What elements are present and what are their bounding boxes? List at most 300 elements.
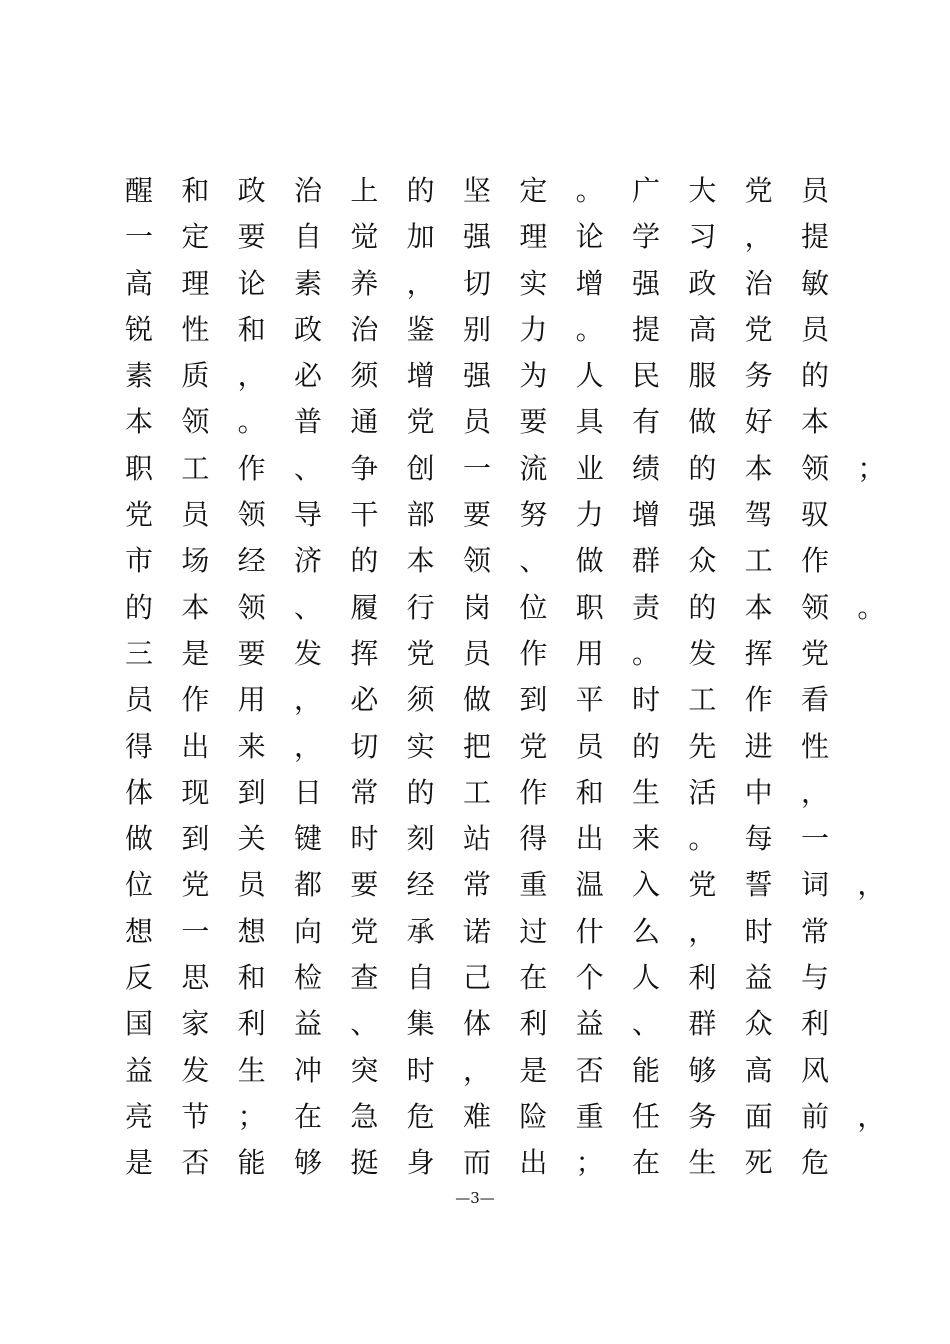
text-char: 词 — [800, 868, 829, 902]
text-char: 强 — [462, 220, 491, 254]
text-char: 行 — [406, 590, 435, 624]
text-char: 强 — [688, 498, 717, 532]
text-char: 干 — [350, 498, 379, 532]
text-char: 要 — [237, 636, 266, 670]
text-char: 工 — [181, 451, 210, 485]
text-char: 常 — [350, 775, 379, 809]
text-char: 家 — [181, 1007, 210, 1041]
text-char: ， — [744, 220, 773, 254]
text-char: 员 — [237, 868, 266, 902]
text-char: 、 — [519, 544, 548, 578]
text-char: 体 — [462, 1007, 491, 1041]
text-line — [124, 261, 844, 307]
text-char: 和 — [237, 312, 266, 346]
text-char: 时 — [406, 1053, 435, 1087]
text-char: 来 — [631, 822, 660, 856]
text-char: 党 — [181, 868, 210, 902]
text-char: 在 — [519, 961, 548, 995]
text-char: 检 — [293, 961, 322, 995]
text-char: 定 — [519, 174, 548, 207]
text-char: 众 — [688, 544, 717, 578]
text-char: 理 — [519, 220, 548, 254]
text-char: 素 — [124, 359, 153, 393]
text-char: 员 — [800, 174, 829, 207]
text-char: 查 — [350, 961, 379, 995]
text-char: 过 — [519, 914, 548, 948]
text-char: 民 — [631, 359, 660, 393]
text-char: 党 — [406, 405, 435, 439]
text-char: 得 — [124, 729, 153, 763]
text-char: 醒 — [124, 174, 153, 207]
text-char: 向 — [293, 914, 322, 948]
text-char: 常 — [462, 868, 491, 902]
text-char: 、 — [350, 1007, 379, 1041]
text-char: 经 — [237, 544, 266, 578]
text-char: 出 — [519, 1146, 548, 1180]
text-char: 益 — [744, 961, 773, 995]
text-char: 与 — [800, 961, 829, 995]
text-char: ； — [237, 1099, 266, 1133]
text-char: 岗 — [462, 590, 491, 624]
text-char: 、 — [293, 451, 322, 485]
text-char: 任 — [631, 1099, 660, 1133]
text-char: ， — [800, 775, 829, 809]
text-char: 生 — [631, 775, 660, 809]
text-char: 强 — [631, 266, 660, 300]
text-char: 业 — [575, 451, 604, 485]
text-char: 进 — [744, 729, 773, 763]
text-char: 实 — [406, 729, 435, 763]
text-char: 发 — [181, 1053, 210, 1087]
text-char: 为 — [519, 359, 548, 393]
text-char: 工 — [688, 683, 717, 717]
text-char: 在 — [631, 1146, 660, 1180]
text-char: 常 — [800, 914, 829, 948]
text-line — [124, 1048, 844, 1094]
text-char: 作 — [181, 683, 210, 717]
text-char: 锐 — [124, 312, 153, 346]
text-char: 领 — [800, 451, 829, 485]
text-char: 场 — [181, 544, 210, 578]
text-char: 员 — [462, 405, 491, 439]
text-char: 本 — [124, 405, 153, 439]
text-char: 论 — [575, 220, 604, 254]
text-char: 治 — [350, 312, 379, 346]
text-char: 中 — [744, 775, 773, 809]
text-char: 的 — [688, 590, 717, 624]
text-char: 人 — [575, 359, 604, 393]
text-line — [124, 862, 886, 908]
text-char: 别 — [462, 312, 491, 346]
text-char: 高 — [688, 312, 717, 346]
text-char: 。 — [688, 822, 717, 856]
text-char: 性 — [181, 312, 210, 346]
text-char: 刻 — [406, 822, 435, 856]
text-char: 上 — [350, 174, 379, 207]
text-char: 面 — [744, 1099, 773, 1133]
text-char: 作 — [519, 775, 548, 809]
text-char: 入 — [631, 868, 660, 902]
text-char: 到 — [519, 683, 548, 717]
text-char: 学 — [631, 220, 660, 254]
text-char: 驭 — [800, 498, 829, 532]
text-char: 的 — [406, 174, 435, 207]
text-char: 党 — [744, 312, 773, 346]
text-char: ， — [293, 729, 322, 763]
text-char: 作 — [237, 451, 266, 485]
text-char: 利 — [800, 1007, 829, 1041]
text-char: 治 — [293, 174, 322, 207]
text-char: 加 — [406, 220, 435, 254]
text-char: 挺 — [350, 1146, 379, 1180]
text-char: 一 — [462, 451, 491, 485]
text-char: 平 — [575, 683, 604, 717]
text-char: 诺 — [462, 914, 491, 948]
text-char: 理 — [181, 266, 210, 300]
text-char: 党 — [800, 636, 829, 670]
text-char: 市 — [124, 544, 153, 578]
text-char: 危 — [800, 1146, 829, 1180]
text-char: 和 — [575, 775, 604, 809]
text-char: 增 — [631, 498, 660, 532]
text-line — [124, 214, 844, 260]
text-line — [124, 168, 844, 214]
text-char: 站 — [462, 822, 491, 856]
text-char: 体 — [124, 775, 153, 809]
text-char: 作 — [519, 636, 548, 670]
text-char: 身 — [406, 1146, 435, 1180]
text-char: 用 — [575, 636, 604, 670]
text-char: 切 — [350, 729, 379, 763]
text-char: 反 — [124, 961, 153, 995]
text-char: 做 — [575, 544, 604, 578]
text-char: 。 — [237, 405, 266, 439]
text-char: 想 — [237, 914, 266, 948]
text-char: 键 — [293, 822, 322, 856]
text-char: 做 — [462, 683, 491, 717]
text-char: 一 — [181, 914, 210, 948]
text-char: 到 — [181, 822, 210, 856]
text-char: 日 — [293, 775, 322, 809]
text-line — [124, 399, 844, 445]
text-char: 出 — [575, 822, 604, 856]
text-char: 节 — [181, 1099, 210, 1133]
text-char: 重 — [575, 1099, 604, 1133]
text-char: 的 — [406, 775, 435, 809]
text-char: 益 — [575, 1007, 604, 1041]
text-char: 思 — [181, 961, 210, 995]
text-char: 的 — [800, 359, 829, 393]
text-char: 服 — [688, 359, 717, 393]
text-char: 现 — [181, 775, 210, 809]
text-char: 高 — [744, 1053, 773, 1087]
text-char: 的 — [631, 729, 660, 763]
text-char: 够 — [293, 1146, 322, 1180]
text-char: 、 — [293, 590, 322, 624]
text-char: 员 — [575, 729, 604, 763]
text-char: 工 — [744, 544, 773, 578]
text-char: 领 — [462, 544, 491, 578]
text-char: ， — [406, 266, 435, 300]
text-char: 员 — [462, 636, 491, 670]
text-char: 挥 — [350, 636, 379, 670]
text-char: 做 — [124, 822, 153, 856]
text-char: 政 — [237, 174, 266, 207]
text-char: 能 — [631, 1053, 660, 1087]
text-char: 须 — [350, 359, 379, 393]
text-line — [124, 307, 844, 353]
text-char: 努 — [519, 498, 548, 532]
text-char: 能 — [237, 1146, 266, 1180]
text-line — [124, 446, 886, 492]
text-char: 具 — [575, 405, 604, 439]
text-char: 而 — [462, 1146, 491, 1180]
text-line — [124, 724, 844, 770]
text-char: 高 — [124, 266, 153, 300]
text-char: 提 — [800, 220, 829, 254]
text-char: 领 — [237, 498, 266, 532]
text-char: ； — [575, 1146, 604, 1180]
text-char: 广 — [631, 174, 660, 207]
text-char: 是 — [181, 636, 210, 670]
text-char: 时 — [631, 683, 660, 717]
text-line — [124, 677, 844, 723]
text-line — [124, 353, 844, 399]
text-char: 要 — [519, 405, 548, 439]
text-char: 党 — [744, 174, 773, 207]
text-char: 切 — [462, 266, 491, 300]
text-char: 时 — [744, 914, 773, 948]
text-char: 力 — [519, 312, 548, 346]
text-char: 争 — [350, 451, 379, 485]
text-line — [124, 492, 844, 538]
text-char: 。 — [857, 590, 886, 624]
text-line — [124, 538, 844, 584]
text-char: 流 — [519, 451, 548, 485]
text-char: 要 — [462, 498, 491, 532]
text-char: 够 — [688, 1053, 717, 1087]
text-char: 急 — [350, 1099, 379, 1133]
text-char: 经 — [406, 868, 435, 902]
text-char: 职 — [575, 590, 604, 624]
text-line — [124, 1001, 844, 1047]
text-char: 利 — [688, 961, 717, 995]
text-char: 国 — [124, 1007, 153, 1041]
text-char: 领 — [800, 590, 829, 624]
text-char: 作 — [744, 683, 773, 717]
text-char: 、 — [631, 1007, 660, 1041]
text-char: 党 — [124, 498, 153, 532]
text-char: 看 — [800, 683, 829, 717]
text-char: 部 — [406, 498, 435, 532]
text-char: 觉 — [350, 220, 379, 254]
text-char: 生 — [237, 1053, 266, 1087]
text-char: 险 — [519, 1099, 548, 1133]
text-char: 素 — [293, 266, 322, 300]
text-char: 。 — [575, 312, 604, 346]
text-char: 习 — [688, 220, 717, 254]
text-char: 人 — [631, 961, 660, 995]
text-char: 前 — [800, 1099, 829, 1133]
text-char: 敏 — [800, 266, 829, 300]
text-char: 养 — [350, 266, 379, 300]
text-char: 想 — [124, 914, 153, 948]
text-char: 承 — [406, 914, 435, 948]
text-char: 己 — [462, 961, 491, 995]
text-char: 否 — [575, 1053, 604, 1087]
text-char: 要 — [237, 220, 266, 254]
text-line — [124, 585, 886, 631]
text-char: 党 — [688, 868, 717, 902]
text-char: 冲 — [293, 1053, 322, 1087]
text-char: 党 — [350, 914, 379, 948]
text-char: ， — [462, 1053, 491, 1087]
text-char: 用 — [237, 683, 266, 717]
text-char: 大 — [688, 174, 717, 207]
text-char: 论 — [237, 266, 266, 300]
text-char: 作 — [800, 544, 829, 578]
text-char: 政 — [293, 312, 322, 346]
text-char: 群 — [631, 544, 660, 578]
text-char: 把 — [462, 729, 491, 763]
text-char: 实 — [519, 266, 548, 300]
text-line — [124, 631, 844, 677]
text-char: 益 — [293, 1007, 322, 1041]
text-line — [124, 909, 844, 955]
text-char: 导 — [293, 498, 322, 532]
text-char: 的 — [688, 451, 717, 485]
text-char: 驾 — [744, 498, 773, 532]
text-char: ， — [237, 359, 266, 393]
body-text — [124, 168, 886, 1187]
text-char: 职 — [124, 451, 153, 485]
text-char: 利 — [519, 1007, 548, 1041]
text-line — [124, 1094, 886, 1140]
text-char: 难 — [462, 1099, 491, 1133]
text-char: 得 — [519, 822, 548, 856]
text-char: 位 — [519, 590, 548, 624]
text-char: 有 — [631, 405, 660, 439]
text-char: 领 — [237, 590, 266, 624]
text-char: 关 — [237, 822, 266, 856]
text-char: 员 — [800, 312, 829, 346]
text-char: 生 — [688, 1146, 717, 1180]
text-char: 工 — [462, 775, 491, 809]
text-char: 来 — [237, 729, 266, 763]
text-char: 要 — [350, 868, 379, 902]
text-char: 强 — [462, 359, 491, 393]
text-char: 重 — [519, 868, 548, 902]
text-char: 温 — [575, 868, 604, 902]
text-char: 活 — [688, 775, 717, 809]
text-char: 做 — [688, 405, 717, 439]
text-line — [124, 955, 844, 1001]
text-char: 责 — [631, 590, 660, 624]
text-char: 时 — [350, 822, 379, 856]
text-char: 党 — [519, 729, 548, 763]
text-line — [124, 1140, 844, 1186]
text-char: 一 — [124, 220, 153, 254]
text-char: 风 — [800, 1053, 829, 1087]
text-char: ， — [857, 1099, 886, 1133]
page-number: —3— — [455, 1189, 495, 1207]
text-char: 必 — [293, 359, 322, 393]
text-char: 和 — [181, 174, 210, 207]
text-char: 么 — [631, 914, 660, 948]
text-char: ， — [293, 683, 322, 717]
text-char: 突 — [350, 1053, 379, 1087]
text-char: 益 — [124, 1053, 153, 1087]
text-char: 性 — [800, 729, 829, 763]
text-char: 是 — [124, 1146, 153, 1180]
text-char: 的 — [124, 590, 153, 624]
text-char: 发 — [688, 636, 717, 670]
text-char: 治 — [744, 266, 773, 300]
text-char: 。 — [575, 174, 604, 207]
text-char: 亮 — [124, 1099, 153, 1133]
text-char: 集 — [406, 1007, 435, 1041]
text-char: 履 — [350, 590, 379, 624]
text-char: 危 — [406, 1099, 435, 1133]
text-char: 挥 — [744, 636, 773, 670]
text-char: 坚 — [462, 174, 491, 207]
text-char: 质 — [181, 359, 210, 393]
text-char: 党 — [406, 636, 435, 670]
text-char: 到 — [237, 775, 266, 809]
text-char: 必 — [350, 683, 379, 717]
text-char: 位 — [124, 868, 153, 902]
text-char: 什 — [575, 914, 604, 948]
text-char: 自 — [293, 220, 322, 254]
text-char: 好 — [744, 405, 773, 439]
text-char: 须 — [406, 683, 435, 717]
text-char: 和 — [237, 961, 266, 995]
text-char: 否 — [181, 1146, 210, 1180]
text-char: 死 — [744, 1146, 773, 1180]
text-char: 都 — [293, 868, 322, 902]
text-char: 本 — [181, 590, 210, 624]
text-char: 誓 — [744, 868, 773, 902]
text-char: 领 — [181, 405, 210, 439]
text-char: 发 — [293, 636, 322, 670]
text-char: 本 — [406, 544, 435, 578]
text-char: 群 — [688, 1007, 717, 1041]
text-char: 的 — [350, 544, 379, 578]
text-char: 是 — [519, 1053, 548, 1087]
text-char: 。 — [631, 636, 660, 670]
text-char: 本 — [744, 451, 773, 485]
text-line — [124, 770, 844, 816]
text-char: 提 — [631, 312, 660, 346]
text-char: 增 — [406, 359, 435, 393]
text-char: 增 — [575, 266, 604, 300]
text-char: 员 — [124, 683, 153, 717]
text-char: 通 — [350, 405, 379, 439]
text-char: 创 — [406, 451, 435, 485]
text-char: 个 — [575, 961, 604, 995]
text-char: ， — [688, 914, 717, 948]
text-char: 在 — [293, 1099, 322, 1133]
text-line — [124, 816, 844, 862]
text-char: 定 — [181, 220, 210, 254]
text-char: 普 — [293, 405, 322, 439]
text-char: 绩 — [631, 451, 660, 485]
text-char: 本 — [800, 405, 829, 439]
text-char: 务 — [744, 359, 773, 393]
text-char: ； — [857, 451, 886, 485]
text-char: 政 — [688, 266, 717, 300]
text-char: 务 — [688, 1099, 717, 1133]
